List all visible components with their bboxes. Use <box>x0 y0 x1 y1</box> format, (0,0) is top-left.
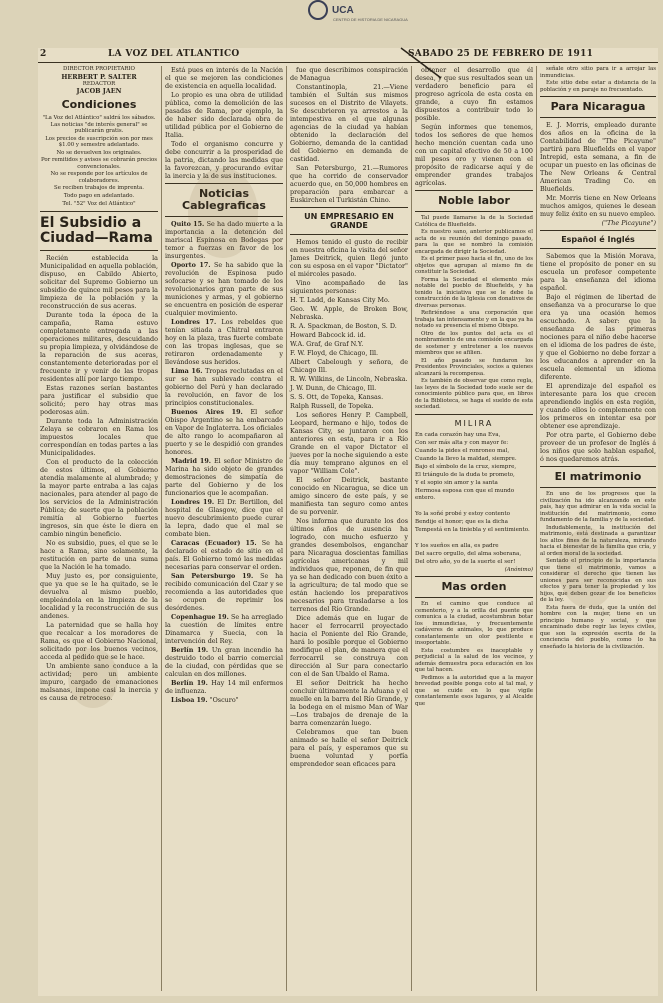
article-paragraph: Refiriéndose a una corporación que trabaja tan intensamente y en la que ya ha notado su presencia el mismo Obispo. <box>415 310 533 329</box>
divider <box>540 96 656 97</box>
noble-labor-body <box>415 215 533 411</box>
article-paragraph: Es nuestro sano, anterior publicamos el acta de su reunión del domingo pasado, para la que se nombró la comisión encargada de dirigir la Sociedad. <box>415 229 533 255</box>
condition-item: No se devuelven los originales. <box>56 149 142 156</box>
logo-subtitle: CENTRO DE HISTORIA DE NICARAGUA <box>333 17 408 22</box>
espanol-ingles-title: Español é Inglés <box>561 235 635 244</box>
newspaper-page <box>38 4 658 996</box>
list-item: Albert Cabelough y señora, de Chicago Ill. <box>290 358 408 374</box>
article-paragraph: Es también de observar que como regla, las leyes de la Sociedad todo suele ser de conocimiento público para que, en libros de la Biblioteca, se haga el sueldo de esta sociedad. <box>415 378 533 410</box>
cable-item <box>165 646 283 678</box>
list-item: Ralph Russell, de Topeka. <box>290 402 374 410</box>
column-4 <box>415 66 533 991</box>
poem-line: Con ser más alta y con mayor fe: <box>415 439 509 446</box>
article-paragraph: Todo el organismo concurre y debe concurrir a la prosperidad de la patria, dictando las medidas que la favorezcan, y procurando evitar la inercia y la de sus instituciones. <box>165 140 283 180</box>
telephone-line: Tel. "52" Voz del Atlántico" <box>62 201 136 207</box>
poem-line: Y el sopio sin amor y la santa <box>415 479 498 486</box>
conditions-title: Condiciones <box>61 98 137 111</box>
article-paragraph: Un ambiente sano conduce a la actividad; pero un ambiente impuro, cargado de emanaciones malsanas, impone casi la inercia y es causa de retroceso. <box>40 661 158 702</box>
article-paragraph: Esta fuera de duda, que la unión del hombre con la mujer, tiene en un principio humano y social, y que encaminado debe regir las leyes civiles, que son la expresión escrita de la conciencia del pueblo, como lo ha enseñado la historia de la civilización. <box>540 604 656 650</box>
cable-text: El señor Ministro de Marina ha sido objeto de grandes demostraciones de simpatía de parte del Gobierno y de los funcionarios que le acompañan. <box>165 457 283 497</box>
poem-line: Bajo el símbolo de la cruz, siempre, <box>415 463 517 470</box>
divider <box>415 211 533 212</box>
article-paragraph: Bajo el régimen de libertad de enseñanza va a procurarse lo que era ya una ocasión hemos escuchado. A saber: que la enseñanza de las primeras nociones para el niño debe hacerse en el idioma de los padres de éste, y que el Gobierno no debe forzar a los educandos a aprender en la escuela elemental un idioma diferente. <box>540 293 656 381</box>
mas-orden-body <box>415 601 533 707</box>
divider <box>415 597 533 598</box>
article-paragraph: Con el producto de la colección de estos últimos, el Gobierno atendía malamente al alumbrado; y la mayor parte entraba a las cajas nacionales, para atender al pago de los servicios de la Administración Pública; de suerte que la población remitía al Gobierno fuertes ingresos, sin que éste le diera en cambio ningún beneficio. <box>40 457 158 538</box>
article-paragraph: Es el primer paso hacia el fin, uno de los objetos que agrupan al mismo fin de constituir la Sociedad. <box>415 256 533 275</box>
cable-place: Caracas (Ecuador) <box>171 539 241 547</box>
article-paragraph: Dice además que en lugar de hacer el ferrocarril proyectado hacia el Poniente del Río Grande, hará lo posible porque el Gobierno modifique el plan, de manera que el ferrocarril se construya con dirección al Sur para conectarlo con el de San Ubaldo el Rama. <box>290 614 408 678</box>
cable-date: 19. <box>203 498 215 506</box>
divider <box>290 207 408 208</box>
article-paragraph: Sentado el principio de la importancia que tiene el matrimonio, vamos a considerar el derecho que tienen las uniones para ser reconocidas en sus efectos y para tener la propiedad y los hijos, que deben gozar de los beneficios de la ley. <box>540 558 656 603</box>
article-paragraph: Hemos tenido el gusto de recibir en nuestra oficina la visita del señor James Deitrick, quien llegó junto con su esposa en el vapor "Dictator" el miércoles pasado. <box>290 238 408 278</box>
divider <box>290 234 408 235</box>
cable-date: 19. <box>196 696 208 704</box>
conditions-list <box>40 115 158 199</box>
uca-seal-icon <box>308 0 328 20</box>
cable-date: 15. <box>193 220 205 228</box>
article-paragraph: Pedimos a la autoridad que a la mayor brevedad posible ponga coto al tal mal, y que se cuide en lo que vigile constantemente esos lugares, y al Alcalde que <box>415 674 533 707</box>
cable-date: 17. <box>205 318 217 326</box>
cable-item <box>165 679 283 695</box>
column-5 <box>540 66 656 991</box>
article-paragraph: Indudablemente, la institución del matrimonio, está destinada a garantizar los altos fines de la naturaleza, mirando hacia el bienestar de la familia que cría, y al orden moral de la sociedad. <box>540 524 656 557</box>
paper-name: LA VOZ DEL ATLANTICO <box>108 49 240 59</box>
noble-labor-title: Noble labor <box>438 194 510 207</box>
cable-item <box>165 408 283 456</box>
director-name: HERBERT P. SALTER <box>61 72 137 81</box>
paper-crease <box>401 48 453 78</box>
cable-date: 15. <box>245 539 257 547</box>
cable-place: Buenos Aires <box>171 408 224 416</box>
article-paragraph: Celebramos que tan buen animado se halle el señor Deitrick para el país, y esperamos que su buena voluntad y porfía emprendedor sean eficaces para <box>290 728 408 768</box>
column-rule <box>536 66 537 991</box>
headline-empresario: UN EMPRESARIO EN GRANDE <box>304 212 394 230</box>
list-item: J. W. Dunn, de Chicago, Ill. <box>290 384 377 392</box>
intro-note <box>540 66 656 93</box>
paper-stain <box>68 648 118 708</box>
article-paragraph: El señor Deitrick, bastante conocido en Nicaragua, se dice un amigo sincero de este país, y se manifiesta tan seguro como antes de su porvenir. <box>290 476 408 516</box>
divider <box>540 230 656 231</box>
cable-place: Madrid <box>171 457 197 465</box>
redactor-name: JACOB JAEN <box>76 87 122 95</box>
cable-place: Berlín <box>171 679 194 687</box>
article-paragraph: No es subsidio, pues, el que se le hace a Rama, sino solamente, la restitución en parte de una suma que la Nación le ha tomado. <box>40 538 158 571</box>
cable-text: Se ha recibido comunicación del Czar y se recomienda a las autoridades que se ocupen de reprimir los desórdenes. <box>165 572 283 612</box>
cable-place: Copenhague <box>171 613 216 621</box>
article-source: ("The Picayune") <box>601 219 656 227</box>
paper-stain <box>558 528 618 608</box>
list-item: R. W. Wilkins, de Lincoln, Nebraska. <box>290 375 408 383</box>
cable-item <box>165 696 283 704</box>
article-paragraph: Lo propio es una obra de utilidad pública, como la demolición de las pasadas de Rama, por ejemplo, la de haber sido declarada obra de utilidad pública por el Gobierno de Italia. <box>165 91 283 139</box>
article-paragraph: Forma la Sociedad el elemento más notable del pueblo de Bluefields, y ha tenido la iniciativa que se le debe la construcción de la Iglesia con donativos de diversas personas. <box>415 276 533 309</box>
divider <box>415 414 533 415</box>
cable-date: 19. <box>217 613 229 621</box>
divider <box>540 248 656 249</box>
cable-date: 19. <box>242 572 254 580</box>
article-paragraph: El aprendizaje del español es interesante para los que crecen aprendiendo inglés en esta región, y cuando ellos lo complemente con los primeros en intentar esa por obtener ese aprendizaje. <box>540 382 656 430</box>
list-item: S. S. Ott, de Topeka, Kansas. <box>290 393 384 401</box>
cable-date: 19. <box>231 408 243 416</box>
poem-line: Hermosa esposa con que el mundo entero. <box>415 487 515 501</box>
column-3 <box>290 66 408 991</box>
cable-place: Londres <box>171 318 200 326</box>
cable-item <box>165 498 283 538</box>
article-paragraph: E. J. Morris, empleado durante dos años en la oficina de la Contabilidad de "The Picayune" partirá para Bluefields en el vapor Intrepid, esta semana, a fin de ocupar un puesto en las oficinas de The New Orleans & Central American Trading Co. en Bluefields. <box>540 121 656 193</box>
mas-orden-title: Mas orden <box>441 580 507 593</box>
poem-line: Bendije el honor; que es la dicha <box>415 518 508 525</box>
condition-item: "La Voz del Atlántico" saldrá los sábados. Las noticias "de interés general" se publicarán gratis. <box>42 115 156 134</box>
cable-place: Berlín <box>171 646 194 654</box>
cable-item <box>165 613 283 645</box>
poem-line <box>415 535 533 542</box>
cable-text: Tropas reclutadas en el sur se han sublevado contra el gobierno del Perú y han declarado la revolución, en favor de los principios constitucionales. <box>165 367 283 407</box>
divider <box>540 466 656 467</box>
cable-place: San Petersburgo <box>171 572 236 580</box>
divider <box>540 117 656 118</box>
article-paragraph: En el camino que conduce al cementerio, y a la orilla del puente que comunica a la ciudad, acostumbran botar los inmundicias, y frecuentemente cadáveres de animales, lo que produce constantemente un olor pestilente e insoportable. <box>415 601 533 646</box>
article-paragraph: Por otra parte, el Gobierno debe proveer de un profesor de Inglés á los niños que solo hablan español, ó nos quedaremos atrás. <box>540 431 656 463</box>
cable-item <box>165 457 283 497</box>
list-item: Howard Babcock id. id. <box>290 331 366 339</box>
cable-item <box>165 318 283 366</box>
column-rule <box>286 66 287 991</box>
article-paragraph: La paternidad que se halla hoy que recalcar a los moradores de Rama, es que el Gobierno Nacional, solicitado por los buenos vecinos, acceda al pedido que se le hace. <box>40 620 158 661</box>
article-paragraph: Nos informa que durante los dos últimos años de ausencia ha logrado, con mucho esfuerzo y grandes desembolsos, enganchar para Nicaragua doscientas familias agrícolas americanas y mil individuos que, reponen, de fin que ya se han dedicado con buen éxito a la agricultura; de tal modo que se están haciendo los preparativos necesarios para trasladarse a los terrenos del Río Grande. <box>290 517 408 613</box>
article-paragraph: Tal puede llamarse la de la Sociedad Católica de Bluefields. <box>415 215 533 228</box>
list-item: H. T. Ladd, de Kansas City Mo. <box>290 296 390 304</box>
article-paragraph: Muy justo es, por consiguiente, que ya que se le ha quitado, se le devuelva al mismo pueblo, empleándola en la limpieza de la localidad y la reconstrucción de sus andenes. <box>40 571 158 620</box>
cable-text: Un gran incendio ha destruido todo el barrio comercial de la ciudad, con pérdidas que se calculan en dos millones. <box>165 646 283 678</box>
condition-item: Por remitidos y avisos se cobrarán precios convencionales. <box>41 157 157 170</box>
article-paragraph: Recién establecida la Municipalidad en aquella población, dispuso, en Cabildo Abierto, solicitar del Supremo Gobierno un subsidio de quince mil pesos para la limpieza de la población y la reconstrucción de sus aceras. <box>40 253 158 310</box>
poem-line: Yo la soñé probé y estoy contento <box>415 510 511 517</box>
divider <box>40 211 158 212</box>
condition-item: Se reciben trabajos de imprenta. <box>54 185 144 191</box>
cable-text: El Dr. Bertillon, del hospital de Glasgow, dice que el nuevo descubrimiento puede curar la lepra, dado que el mal se combate bien. <box>165 498 283 538</box>
article-paragraph: fue que describimos conspiración de Managua <box>290 66 408 82</box>
article-paragraph: Está pues en interés de la Nación el que se mejoren las condiciones de existencia en aquella localidad. <box>165 66 283 90</box>
article-paragraph: Mr. Morris tiene en New Orleans muchos amigos, quienes le desean muy feliz éxito en su nuevo empleo. <box>540 194 656 218</box>
paper-stain <box>188 168 258 258</box>
condition-item: Todo pago en adelantado. <box>63 192 135 199</box>
cable-date: 19. <box>197 646 209 654</box>
poem-title: MILIRA <box>454 418 494 428</box>
list-item: Geo. W. Apple, de Broken Bow, Nebraska. <box>290 305 408 321</box>
cable-text: Se ha declarado el estado de sitio en el país. El Gobierno tomó las medidas necesarias para conservar el orden. <box>165 539 283 571</box>
article-paragraph: En uno de los progresos que la civilización ha ido alcanzando en este país, hay que admirar en la vida social la institución del matrimonio, como fundamento de la familia y de la sociedad. <box>540 491 656 523</box>
cable-place: Oporto <box>171 261 196 269</box>
article-paragraph: El año pasado se fundaron los Presidentes Provinciales, socios a quienes alcanzará la recompensa. <box>415 357 533 377</box>
article-paragraph: Este sitio debe estar a distancia de la población y en paraje no frecuentado. <box>540 80 656 93</box>
logo-text: UCA <box>332 4 354 16</box>
director-label: DIRECTOR PROPIETARIO <box>63 66 135 72</box>
divider <box>415 190 533 191</box>
poem-body <box>415 432 533 566</box>
matrimonio-title: El matrimonio <box>554 470 642 483</box>
cable-text: Hay 14 mil enfermos de influenza. <box>165 679 283 695</box>
poem-line: Del otro año, yo de la suerte el ser! <box>415 558 516 565</box>
article-paragraph: Sabemos que la Misión Morava, tiene el propósito de poner en su escuela un profesor competente para la enseñanza del idioma español. <box>540 252 656 292</box>
cable-date: 19. <box>199 457 212 465</box>
page-number: 2 <box>40 49 47 59</box>
article-paragraph: Durante toda la Administración Zelaya se cobraron en Rama los impuestos locales que correspondían en todas partes a las Municipalidades. <box>40 416 158 457</box>
poem-line: Y los sueños en alla, es padre <box>415 542 499 549</box>
condition-item: No se responde por los artículos de colaboradores. <box>50 171 148 184</box>
list-item: F. W. Floyd, de Chicago, Ill. <box>290 349 379 357</box>
article-paragraph: Esta costumbre es inaceptable y perjudicial a la salud de los vecinos, y además demuestra poca educación en los que tal hacen. <box>415 647 533 673</box>
visitor-list <box>290 296 408 410</box>
poem-line: El triángulo de la duda te prometo, <box>415 471 515 478</box>
cable-item <box>165 539 283 571</box>
list-item: W.A. Graf, de Graf N.Y. <box>290 340 364 348</box>
article-paragraph: Estas razones serían bastantes para justificar el subsidio que solicitó; pero hay otras mas poderosas aún. <box>40 383 158 416</box>
cable-place: Lima <box>171 367 189 375</box>
cable-place: Londres <box>171 498 200 506</box>
divider <box>540 487 656 488</box>
divider <box>415 576 533 577</box>
article-paragraph: Vino acompañado de las siguientes personas: <box>290 279 408 295</box>
poem-line: Cuando la llevo la maldad, siempre. <box>415 455 517 462</box>
divider <box>40 250 158 251</box>
cable-list <box>165 220 283 704</box>
poem-line <box>415 503 533 510</box>
article-paragraph: Constantinopla, 21.—Viene también el Sultán sus mismos sucesos en el Distrito de Vilayets. Se descubrieron ya arrestos a la intempestiva en el que algunas agencias de la ciudad ya habían obtenido la declaración del Gobierno, demanda de la cantidad del Gobierno en demanda de castidad. <box>290 83 408 163</box>
cable-date: 19. <box>196 679 208 687</box>
cable-place: Lisboa <box>171 696 195 704</box>
cable-text: Se ha arreglado la cuestión de límites entre Dinamarca y Suecia, con la intervención del Rey. <box>165 613 283 645</box>
column-rule <box>161 66 162 991</box>
article-paragraph: Otro de los puntos del acta es el nombramiento de una comisión encargada de sostener y entretener a los nuevos miembros que se afilien. <box>415 330 533 356</box>
poem-line: Tempestá en la tiniebla y el sentimiento. <box>415 526 530 533</box>
cable-item <box>165 367 283 407</box>
article-paragraph: Durante toda la época de la campaña, Rama estuvo completamente entregada a las operaciones militares, descuidando su propia limpieza, y olvidándose de la reparación de sus aceras, constantemente deterioradas por el frecuente ir y venir de las tropas residentes allí por largo tiempo. <box>40 310 158 383</box>
article-paragraph: El señor Deitrick ha hecho concluir últimamente la Aduana y el muelle en la barra del Río Grande, y la bodega en el mismo Man of War—Los trabajos de drenaje de la barra comenzarán luego. <box>290 679 408 727</box>
issue-date: SABADO 25 DE FEBRERO DE 1911 <box>408 49 594 59</box>
list-item: R. A. Spackman, de Boston, S. D. <box>290 322 397 330</box>
cable-text: Se ha dado muerte a la importancia a la detención del mariscal Espinosa en Bodegas por temor a fuerzas en favor de los insurgentes. <box>165 220 283 260</box>
cable-date: 17. <box>199 261 211 269</box>
cable-place: Quito <box>171 220 191 228</box>
poem-line: Del sacro orgullo, del alma soberana, <box>415 550 522 557</box>
cable-text: El señor Obispo Argentino se ha embarcado en Vapor de Inglaterra. Los oficiales de alto rango lo acompañaron al puerto y se le despidió con grandes honores. <box>165 408 283 456</box>
article-paragraph: obtener el desarrollo que él desea, y que sus resultados sean un verdadero beneficio para el progreso agrícola de esta costa en grande, a cuyo fin estamos dispuestos a contribuir todo lo posible. <box>415 66 533 122</box>
article-paragraph: San Petersburgo, 21.—Rumores que ha corrido de conservador acuerdo que, en 50,000 hombres en preparación para embarcar a Euskirchen el Turkistán Chino. <box>290 164 408 204</box>
cable-text: "Oscuro" <box>209 696 239 704</box>
article-paragraph: señale otro sitio para ir a arrojar las inmundicias. <box>540 66 656 79</box>
cable-text: Los rebeldes que tenían sitiada a Chitral entraron hoy en la plaza, tras fuerte combate con las tropas inglesas, que se retiraron ordenadamente y llevándose sus heridos. <box>165 318 283 366</box>
poem-author: (Anónimo) <box>504 566 533 573</box>
masthead <box>38 48 658 63</box>
poem-line: Cuando la pides el ronroneo mal, <box>415 447 510 454</box>
condition-item: Los precios de suscripción son por mes $1.00 y semestre adelantado. <box>45 135 153 148</box>
column-1 <box>40 66 158 991</box>
cable-date: 16. <box>191 367 203 375</box>
headline-subsidio: El Subsidio a Ciudad—Rama <box>40 214 153 246</box>
redactor-label: REDACTOR <box>82 80 116 87</box>
poem-line: En cada corazón hay una Eva, <box>415 431 501 438</box>
cables-title: Noticias Cablegraficas <box>182 187 266 212</box>
article-paragraph: Según informes que tenemos, todos los señores de que hemos hecho mención cuentan cada uno con un capital efectivo de 50 a 100 mil pesos oro y vienen con el propósito de radicarse aquí y de emprender grandes trabajos agrícolas. <box>415 123 533 187</box>
cable-text: Se ha sabido que la revolución de Espinosa pudo sofocarse y se han tomado de los revolucionarios gran parte de sus municiones y armas, y el gobierno se encuentra en posición de esperar cualquier movimiento. <box>165 261 283 317</box>
para-nicaragua-title: Para Nicaragua <box>550 100 646 113</box>
cable-item <box>165 572 283 612</box>
column-rule <box>411 66 412 991</box>
cable-item <box>165 261 283 317</box>
article-paragraph: Los señores Henry P. Campbell, Leopard, hermano e hijo, todos de Kansas City, se juntaron con los anteriores en esta, para ir a Río Grande en el vapor Dictator el jueves por la noche siguiendo a este día muy temprano algunos en el vapor "William Cole". <box>290 411 408 475</box>
